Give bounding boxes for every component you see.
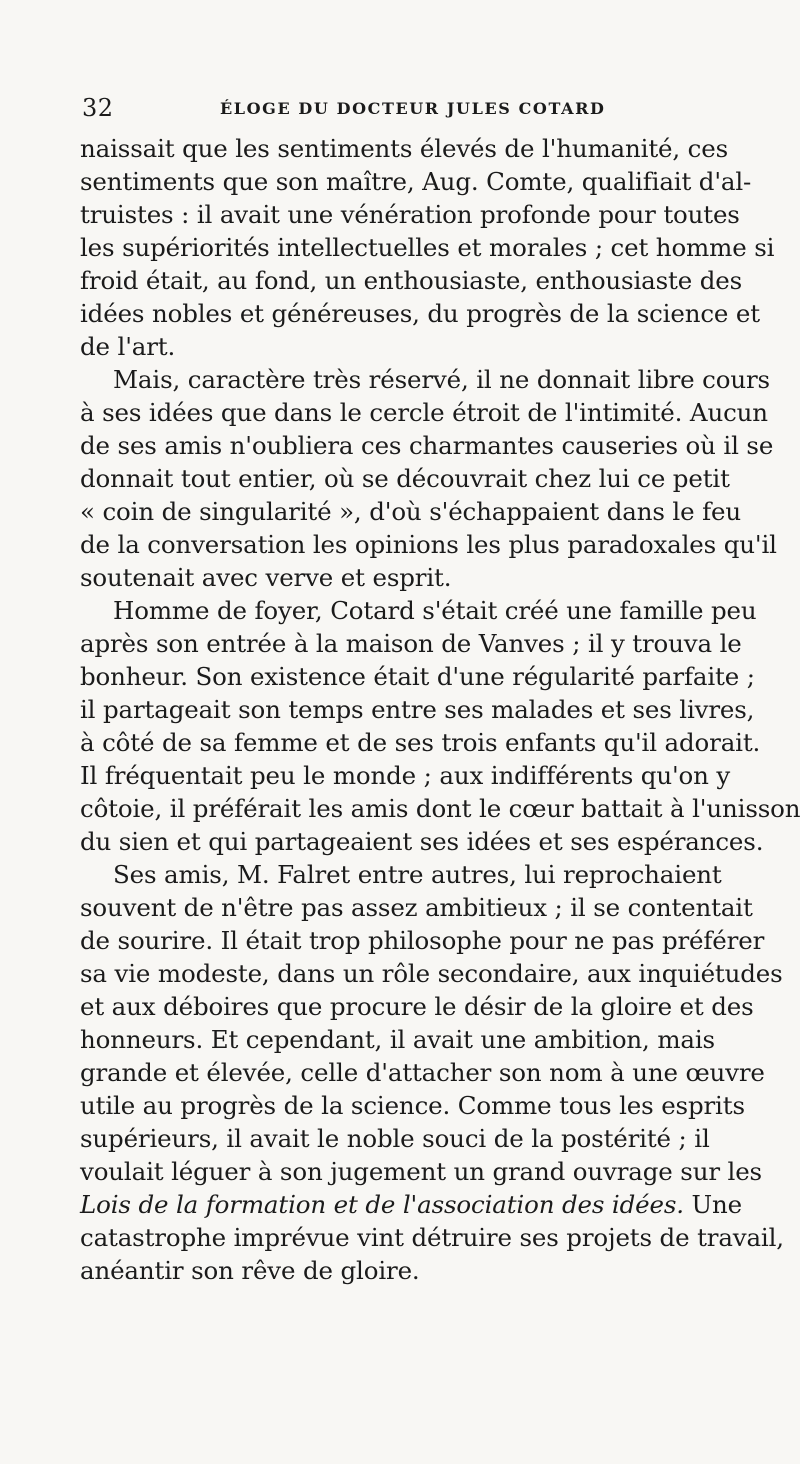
text-line: après son entrée à la maison de Vanves ; il y trouva le: [80, 629, 742, 658]
text-line: Homme de foyer, Cotard s'était créé une famille peu: [113, 596, 757, 625]
text-line: du sien et qui partageaient ses idées et ses espérances.: [80, 827, 764, 856]
text-line: à côté de sa femme et de ses trois enfants qu'il adorait.: [80, 728, 761, 757]
text-line: sentiments que son maître, Aug. Comte, qualifiait d'al-: [80, 167, 752, 196]
running-head: ÉLOGE DU DOCTEUR JULES COTARD: [220, 99, 606, 118]
text-line: Il fréquentait peu le monde ; aux indifférents qu'on y: [80, 761, 731, 790]
text-line: « coin de singularité », d'où s'échappaient dans le feu: [80, 497, 741, 526]
text-line: anéantir son rêve de gloire.: [80, 1256, 420, 1285]
text-fragment: Une: [683, 1190, 743, 1219]
text-line: à ses idées que dans le cercle étroit de l'intimité. Aucun: [80, 398, 768, 427]
text-line: truistes : il avait une vénération profonde pour toutes: [80, 200, 740, 229]
text-line: donnait tout entier, où se découvrait chez lui ce petit: [80, 464, 730, 493]
book-title-italic: Lois de la formation et de l'association des idées.: [80, 1190, 684, 1219]
text-line: il partageait son temps entre ses malades et ses livres,: [80, 695, 755, 724]
text-line: [80, 1188, 743, 1221]
text-line: idées nobles et généreuses, du progrès de la science et: [80, 299, 760, 328]
text-line: Mais, caractère très réservé, il ne donnait libre cours: [113, 365, 770, 394]
text-line: grande et élevée, celle d'attacher son nom à une œuvre: [80, 1058, 765, 1087]
text-line: de la conversation les opinions les plus paradoxales qu'il: [80, 530, 777, 559]
text-line: de ses amis n'oubliera ces charmantes causeries où il se: [80, 431, 774, 460]
text-line: de sourire. Il était trop philosophe pour ne pas préférer: [80, 926, 765, 955]
text-line: côtoie, il préférait les amis dont le cœur battait à l'unisson: [80, 794, 800, 823]
text-line: Ses amis, M. Falret entre autres, lui reprochaient: [113, 860, 722, 889]
text-line: et aux déboires que procure le désir de la gloire et des: [80, 992, 754, 1021]
text-line: honneurs. Et cependant, il avait une ambition, mais: [80, 1025, 715, 1054]
text-line: voulait léguer à son jugement un grand ouvrage sur les: [80, 1157, 762, 1186]
text-line: sa vie modeste, dans un rôle secondaire, aux inquiétudes: [80, 959, 783, 988]
text-line: les supériorités intellectuelles et morales ; cet homme si: [80, 233, 775, 262]
text-line: naissait que les sentiments élevés de l'humanité, ces: [80, 134, 728, 163]
body-text: [80, 132, 800, 1287]
text-line: catastrophe imprévue vint détruire ses projets de travail,: [80, 1223, 784, 1252]
text-line: soutenait avec verve et esprit.: [80, 563, 452, 592]
text-line: utile au progrès de la science. Comme tous les esprits: [80, 1091, 745, 1120]
text-line: froid était, au fond, un enthousiaste, enthousiaste des: [80, 266, 743, 295]
text-line: de l'art.: [80, 332, 176, 361]
text-line: bonheur. Son existence était d'une régularité parfaite ;: [80, 662, 755, 691]
page-number: 32: [82, 94, 114, 122]
text-line: supérieurs, il avait le noble souci de la postérité ; il: [80, 1124, 710, 1153]
text-line: souvent de n'être pas assez ambitieux ; il se contentait: [80, 893, 753, 922]
